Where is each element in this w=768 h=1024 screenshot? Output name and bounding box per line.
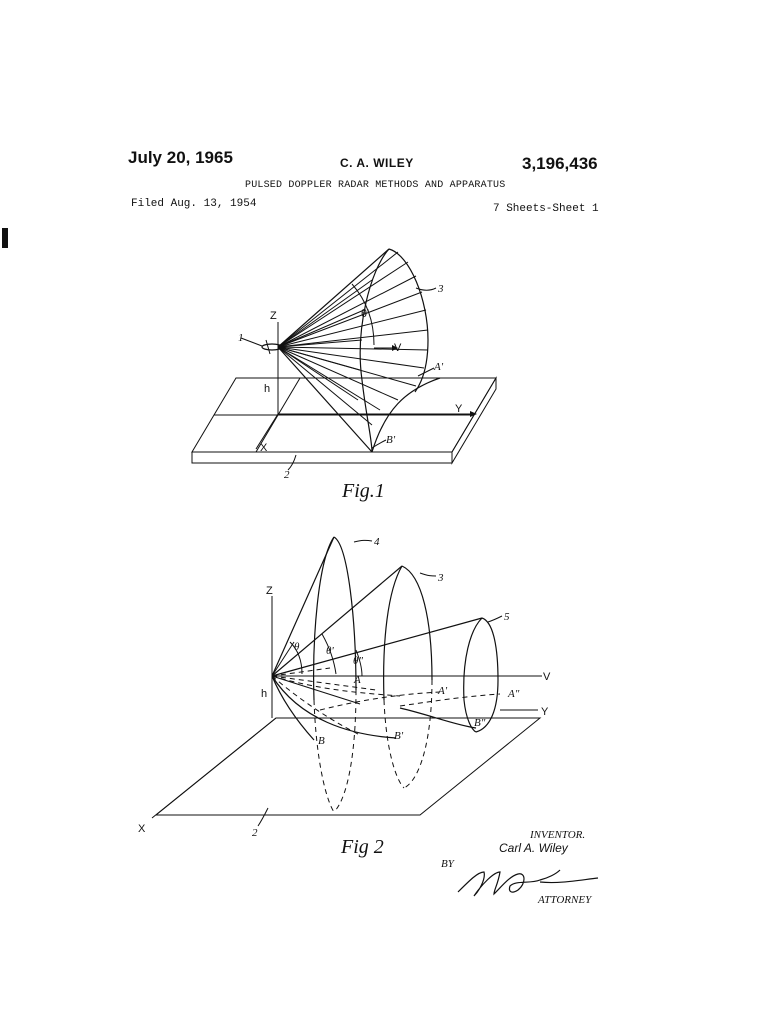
fig2-leader-4 bbox=[354, 540, 372, 542]
fig2-ground-curve-a-dprime bbox=[400, 694, 500, 706]
fig1-leader-a bbox=[418, 368, 434, 376]
fig1-label-b-prime: B' bbox=[386, 434, 396, 446]
fig2-x-axis bbox=[152, 718, 276, 818]
fig2-ray bbox=[272, 676, 360, 704]
signature-block bbox=[441, 829, 598, 906]
fig2-label-b: B bbox=[318, 735, 325, 747]
fig1-label-theta: θ' bbox=[361, 308, 370, 320]
fig2-leader-5 bbox=[488, 616, 502, 622]
fig2-ground-curve-b bbox=[272, 676, 360, 735]
fig2-cone4-rim-back-hidden bbox=[334, 690, 356, 812]
inventor-name: Carl A. Wiley bbox=[499, 841, 568, 855]
fig2-cone3-rim-front bbox=[384, 566, 402, 700]
fig1-label-y: Y bbox=[455, 403, 463, 415]
fig2-cone4-rim-front-hidden bbox=[314, 700, 334, 812]
attorney-signature bbox=[458, 870, 598, 896]
fig2-leader-3 bbox=[420, 573, 436, 576]
attorney-label: ATTORNEY bbox=[538, 894, 592, 906]
fig1-aircraft-icon bbox=[241, 338, 282, 354]
margin-mark bbox=[2, 228, 8, 248]
fig2-label-b-prime: B' bbox=[394, 730, 404, 742]
inventor-short-name: C. A. WILEY bbox=[340, 156, 414, 170]
patent-number: 3,196,436 bbox=[522, 154, 598, 173]
fig2-cone3-top bbox=[272, 566, 402, 676]
fig1-cone-rays bbox=[278, 252, 428, 425]
fig1-label-a-prime: A' bbox=[434, 361, 444, 373]
fig2-cone5-top bbox=[272, 618, 482, 676]
fig1-drawing bbox=[192, 249, 496, 502]
fig1-caption: Fig.1 bbox=[342, 480, 385, 502]
fig2-label-v: V bbox=[543, 671, 551, 683]
fig1-label-h: h bbox=[264, 383, 271, 395]
fig2-cone3-rim-back bbox=[402, 566, 432, 680]
patent-date: July 20, 1965 bbox=[128, 148, 233, 167]
fig2-label-h: h bbox=[261, 688, 268, 700]
fig1-label-v: V bbox=[394, 342, 402, 354]
filed-date: Filed Aug. 13, 1954 bbox=[131, 198, 257, 210]
fig1-ground-side bbox=[452, 378, 496, 463]
fig2-label-y: Y bbox=[541, 706, 549, 718]
fig2-caption: Fig 2 bbox=[341, 836, 384, 858]
fig1-label-3: 3 bbox=[438, 283, 444, 295]
fig1-label-2: 2 bbox=[284, 469, 290, 481]
fig1-ground-front bbox=[192, 452, 452, 463]
fig1-label-1: 1 bbox=[238, 332, 244, 344]
fig2-label-b-dprime: B" bbox=[474, 717, 486, 729]
fig2-label-a-dprime: A" bbox=[508, 688, 520, 700]
fig2-label-4: 4 bbox=[374, 536, 380, 548]
sheet-count: 7 Sheets-Sheet 1 bbox=[493, 203, 599, 215]
fig2-cone5-rim-front bbox=[464, 618, 482, 732]
fig2-cone3-lower bbox=[272, 676, 396, 738]
by-label: BY bbox=[441, 858, 454, 870]
fig2-label-3: 3 bbox=[438, 572, 444, 584]
fig2-label-a-prime: A' bbox=[438, 685, 448, 697]
fig1-label-x: X bbox=[260, 442, 268, 454]
fig2-label-x: X bbox=[138, 823, 146, 835]
fig2-label-theta-dprime: θ" bbox=[353, 655, 364, 667]
fig2-label-5: 5 bbox=[504, 611, 510, 623]
fig2-cone5-rim-back bbox=[476, 618, 498, 732]
fig2-cone3-rim-front-hidden bbox=[384, 700, 404, 788]
fig2-drawing bbox=[138, 536, 551, 858]
fig2-ground-plane bbox=[156, 718, 540, 815]
fig2-label-a: A bbox=[354, 674, 361, 686]
fig2-label-theta-prime: θ' bbox=[326, 645, 334, 657]
fig2-label-2: 2 bbox=[252, 827, 258, 839]
fig2-label-z: Z bbox=[266, 585, 273, 597]
fig2-cone3-rim-back-hidden bbox=[404, 680, 432, 788]
patent-title: PULSED DOPPLER RADAR METHODS AND APPARATUS bbox=[245, 180, 506, 191]
fig2-label-theta: θ bbox=[294, 641, 300, 653]
fig2-leader-2 bbox=[258, 808, 268, 826]
inventor-label: INVENTOR. bbox=[530, 829, 586, 841]
fig1-label-z: Z bbox=[270, 310, 277, 322]
